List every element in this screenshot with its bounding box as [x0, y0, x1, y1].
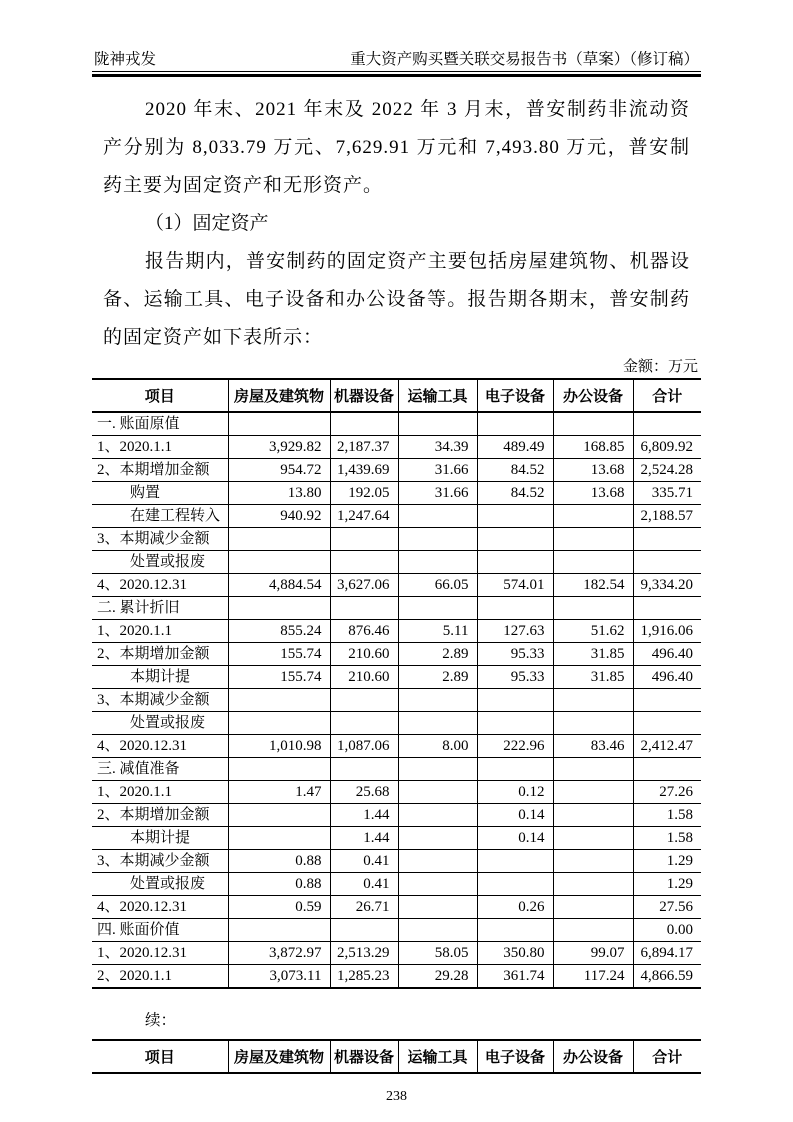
table-header-cell: 电子设备 — [477, 379, 553, 412]
cell-value — [633, 527, 701, 550]
cell-value — [633, 688, 701, 711]
cell-value — [477, 711, 553, 734]
cell-value: 1,087.06 — [330, 734, 398, 757]
cell-value: 2,187.37 — [330, 435, 398, 458]
cell-value: 26.71 — [330, 895, 398, 918]
row-label: 本期计提 — [92, 665, 228, 688]
cell-value — [228, 803, 330, 826]
row-label: 处置或报废 — [92, 711, 228, 734]
cell-value: 6,809.92 — [633, 435, 701, 458]
table-header-cell: 机器设备 — [330, 379, 398, 412]
cell-value: 2,513.29 — [330, 941, 398, 964]
cell-value: 2,524.28 — [633, 458, 701, 481]
cell-value: 0.26 — [477, 895, 553, 918]
table-row — [92, 504, 701, 527]
cell-value: 574.01 — [477, 573, 553, 596]
table-row — [92, 895, 701, 918]
cell-value — [553, 504, 633, 527]
cell-value: 1.58 — [633, 803, 701, 826]
header-rule-thin — [92, 71, 701, 72]
cell-value — [633, 412, 701, 436]
cell-value — [398, 596, 477, 619]
cell-value: 31.66 — [398, 481, 477, 504]
cell-value: 0.14 — [477, 826, 553, 849]
row-label: 1、2020.1.1 — [92, 435, 228, 458]
table-row — [92, 734, 701, 757]
cell-value — [553, 826, 633, 849]
cell-value: 0.88 — [228, 872, 330, 895]
cell-value — [398, 412, 477, 436]
cell-value — [633, 596, 701, 619]
header-left-text: 陇神戎发 — [94, 51, 157, 68]
cell-value — [633, 711, 701, 734]
table-header-cell: 合计 — [633, 1040, 701, 1073]
fixed-assets-table — [92, 378, 701, 989]
cell-value: 2.89 — [398, 642, 477, 665]
cell-value: 84.52 — [477, 458, 553, 481]
cell-value: 29.28 — [398, 964, 477, 988]
cell-value: 182.54 — [553, 573, 633, 596]
cell-value — [477, 550, 553, 573]
table-row — [92, 711, 701, 734]
row-label: 3、本期减少金额 — [92, 688, 228, 711]
cell-value: 6,894.17 — [633, 941, 701, 964]
cell-value — [553, 849, 633, 872]
table-header-cell: 运输工具 — [398, 379, 477, 412]
cell-value — [398, 895, 477, 918]
cell-value — [398, 504, 477, 527]
row-label: 购置 — [92, 481, 228, 504]
section-heading-fixed-assets: （1）固定资产 — [145, 212, 269, 234]
table-header-cell: 项目 — [92, 379, 228, 412]
cell-value — [330, 550, 398, 573]
table-header-cell: 办公设备 — [553, 1040, 633, 1073]
cell-value — [633, 757, 701, 780]
cell-value — [330, 527, 398, 550]
cell-value: 8.00 — [398, 734, 477, 757]
cell-value: 95.33 — [477, 642, 553, 665]
cell-value: 1,247.64 — [330, 504, 398, 527]
continued-label: 续： — [145, 1011, 177, 1029]
cell-value: 13.68 — [553, 458, 633, 481]
cell-value — [398, 550, 477, 573]
cell-value: 1.47 — [228, 780, 330, 803]
table-row — [92, 642, 701, 665]
cell-value: 9,334.20 — [633, 573, 701, 596]
cell-value — [330, 757, 398, 780]
table-row — [92, 665, 701, 688]
row-label: 4、2020.12.31 — [92, 734, 228, 757]
cell-value: 0.41 — [330, 872, 398, 895]
cell-value: 0.88 — [228, 849, 330, 872]
cell-value: 3,929.82 — [228, 435, 330, 458]
cell-value — [398, 918, 477, 941]
cell-value: 31.85 — [553, 642, 633, 665]
cell-value — [553, 688, 633, 711]
table-row — [92, 527, 701, 550]
table-header-cell: 房屋及建筑物 — [228, 1040, 330, 1073]
row-label: 在建工程转入 — [92, 504, 228, 527]
running-header — [92, 50, 701, 69]
cell-value: 2,412.47 — [633, 734, 701, 757]
table-row — [92, 872, 701, 895]
unit-note: 金额：万元 — [622, 358, 698, 375]
cell-value: 127.63 — [477, 619, 553, 642]
cell-value: 0.12 — [477, 780, 553, 803]
cell-value: 27.56 — [633, 895, 701, 918]
cell-value: 31.66 — [398, 458, 477, 481]
cell-value: 99.07 — [553, 941, 633, 964]
row-label: 四. 账面价值 — [92, 918, 228, 941]
table-header-cell: 运输工具 — [398, 1040, 477, 1073]
cell-value: 4,884.54 — [228, 573, 330, 596]
cell-value: 13.68 — [553, 481, 633, 504]
cell-value: 168.85 — [553, 435, 633, 458]
row-label: 2、2020.1.1 — [92, 964, 228, 988]
cell-value: 0.41 — [330, 849, 398, 872]
paragraph-fixed-assets-intro: 报告期内，普安制药的固定资产主要包括房屋建筑物、机器设备、运输工具、电子设备和办公设备等。报告期各期末，普安制药的固定资产如下表所示： — [103, 250, 690, 348]
cell-value: 1.44 — [330, 826, 398, 849]
table-row — [92, 757, 701, 780]
table-header-cell: 机器设备 — [330, 1040, 398, 1073]
cell-value: 5.11 — [398, 619, 477, 642]
cell-value: 0.00 — [633, 918, 701, 941]
cell-value: 1.29 — [633, 872, 701, 895]
row-label: 1、2020.1.1 — [92, 780, 228, 803]
table-row — [92, 964, 701, 988]
cell-value — [553, 596, 633, 619]
cell-value: 3,872.97 — [228, 941, 330, 964]
row-label: 处置或报废 — [92, 872, 228, 895]
cell-value: 192.05 — [330, 481, 398, 504]
cell-value: 210.60 — [330, 642, 398, 665]
cell-value — [228, 757, 330, 780]
cell-value: 1,439.69 — [330, 458, 398, 481]
cell-value — [228, 550, 330, 573]
cell-value: 3,627.06 — [330, 573, 398, 596]
table-row — [92, 803, 701, 826]
row-label: 3、本期减少金额 — [92, 527, 228, 550]
cell-value: 66.05 — [398, 573, 477, 596]
cell-value: 0.14 — [477, 803, 553, 826]
cell-value — [477, 596, 553, 619]
cell-value — [228, 527, 330, 550]
row-label: 三. 减值准备 — [92, 757, 228, 780]
cell-value — [553, 711, 633, 734]
table-header-cell: 房屋及建筑物 — [228, 379, 330, 412]
cell-value — [228, 688, 330, 711]
cell-value — [228, 711, 330, 734]
cell-value: 222.96 — [477, 734, 553, 757]
cell-value — [553, 412, 633, 436]
table-header-cell: 合计 — [633, 379, 701, 412]
table-row — [92, 826, 701, 849]
table-header-cell: 项目 — [92, 1040, 228, 1073]
table-header-row — [92, 379, 701, 412]
cell-value: 58.05 — [398, 941, 477, 964]
cell-value: 2.89 — [398, 665, 477, 688]
cell-value: 3,073.11 — [228, 964, 330, 988]
cell-value: 1,285.23 — [330, 964, 398, 988]
cell-value — [477, 527, 553, 550]
table-row — [92, 573, 701, 596]
cell-value: 51.62 — [553, 619, 633, 642]
table-row — [92, 849, 701, 872]
cell-value — [228, 918, 330, 941]
cell-value: 155.74 — [228, 642, 330, 665]
cell-value — [228, 596, 330, 619]
cell-value — [330, 918, 398, 941]
row-label: 4、2020.12.31 — [92, 573, 228, 596]
cell-value — [398, 527, 477, 550]
table-row — [92, 481, 701, 504]
cell-value: 855.24 — [228, 619, 330, 642]
cell-value: 361.74 — [477, 964, 553, 988]
cell-value: 1.58 — [633, 826, 701, 849]
cell-value: 496.40 — [633, 642, 701, 665]
cell-value — [398, 711, 477, 734]
cell-value: 350.80 — [477, 941, 553, 964]
cell-value: 1.29 — [633, 849, 701, 872]
row-label: 2、本期增加金额 — [92, 803, 228, 826]
cell-value: 155.74 — [228, 665, 330, 688]
cell-value — [477, 688, 553, 711]
cell-value: 1,010.98 — [228, 734, 330, 757]
cell-value: 210.60 — [330, 665, 398, 688]
cell-value: 940.92 — [228, 504, 330, 527]
cell-value — [477, 849, 553, 872]
cell-value — [398, 780, 477, 803]
cell-value — [330, 412, 398, 436]
cell-value — [633, 550, 701, 573]
row-label: 1、2020.1.1 — [92, 619, 228, 642]
header-right-text: 重大资产购买暨关联交易报告书（草案）（修订稿） — [350, 51, 699, 68]
cell-value: 954.72 — [228, 458, 330, 481]
cell-value: 34.39 — [398, 435, 477, 458]
cell-value: 496.40 — [633, 665, 701, 688]
cell-value — [228, 826, 330, 849]
cell-value: 117.24 — [553, 964, 633, 988]
table-row — [92, 596, 701, 619]
cell-value — [477, 757, 553, 780]
row-label: 4、2020.12.31 — [92, 895, 228, 918]
row-label: 2、本期增加金额 — [92, 458, 228, 481]
cell-value — [330, 711, 398, 734]
cell-value — [330, 596, 398, 619]
table-header-cell: 办公设备 — [553, 379, 633, 412]
table-row — [92, 619, 701, 642]
cell-value — [477, 918, 553, 941]
cell-value: 4,866.59 — [633, 964, 701, 988]
cell-value — [477, 872, 553, 895]
table-row — [92, 435, 701, 458]
cell-value — [553, 550, 633, 573]
cell-value: 1,916.06 — [633, 619, 701, 642]
cell-value: 27.26 — [633, 780, 701, 803]
cell-value — [553, 872, 633, 895]
cell-value — [477, 504, 553, 527]
cell-value: 25.68 — [330, 780, 398, 803]
table-row — [92, 941, 701, 964]
cell-value: 83.46 — [553, 734, 633, 757]
cell-value: 31.85 — [553, 665, 633, 688]
cell-value — [330, 688, 398, 711]
row-label: 处置或报废 — [92, 550, 228, 573]
cell-value — [553, 780, 633, 803]
cell-value — [553, 895, 633, 918]
row-label: 本期计提 — [92, 826, 228, 849]
table-row — [92, 918, 701, 941]
cell-value: 13.80 — [228, 481, 330, 504]
row-label: 1、2020.12.31 — [92, 941, 228, 964]
page-number: 238 — [386, 1088, 407, 1104]
cell-value — [398, 849, 477, 872]
cell-value — [228, 412, 330, 436]
cell-value: 0.59 — [228, 895, 330, 918]
table-header-row — [92, 1040, 701, 1073]
cell-value — [553, 757, 633, 780]
row-label: 2、本期增加金额 — [92, 642, 228, 665]
cell-value: 1.44 — [330, 803, 398, 826]
table-row — [92, 458, 701, 481]
cell-value — [477, 412, 553, 436]
cell-value — [553, 918, 633, 941]
cell-value: 876.46 — [330, 619, 398, 642]
cell-value — [398, 803, 477, 826]
row-label: 二. 累计折旧 — [92, 596, 228, 619]
cell-value: 2,188.57 — [633, 504, 701, 527]
cell-value — [553, 527, 633, 550]
paragraph-noncurrent-assets: 2020 年末、2021 年末及 2022 年 3 月末，普安制药非流动资产分别为 8,033.79 万元、7,629.91 万元和 7,493.80 万元，普安制药主要为固定资产和无形资产。 — [103, 98, 690, 196]
cell-value — [398, 826, 477, 849]
table-row — [92, 550, 701, 573]
cell-value: 84.52 — [477, 481, 553, 504]
cell-value: 489.49 — [477, 435, 553, 458]
table-row — [92, 688, 701, 711]
table-header-cell: 电子设备 — [477, 1040, 553, 1073]
cell-value — [398, 757, 477, 780]
row-label: 一. 账面原值 — [92, 412, 228, 436]
cell-value — [553, 803, 633, 826]
row-label: 3、本期减少金额 — [92, 849, 228, 872]
cell-value: 335.71 — [633, 481, 701, 504]
cell-value — [398, 688, 477, 711]
table-row — [92, 780, 701, 803]
cell-value: 95.33 — [477, 665, 553, 688]
fixed-assets-table-continued — [92, 1039, 701, 1074]
cell-value — [398, 872, 477, 895]
table-row — [92, 412, 701, 436]
header-rule-thick — [92, 74, 701, 77]
